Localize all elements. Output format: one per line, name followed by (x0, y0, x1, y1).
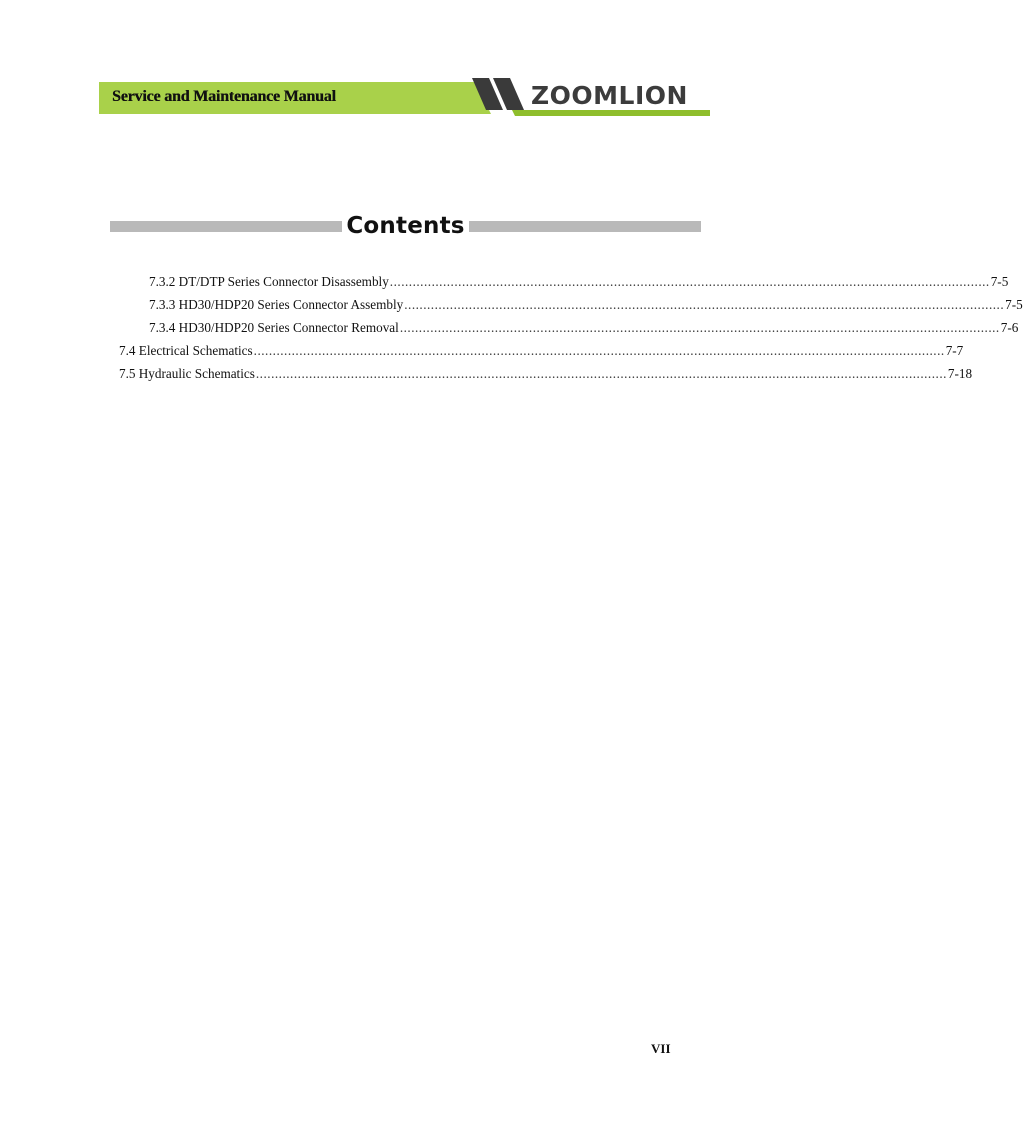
toc-entry-label: 7.3.4 HD30/HDP20 Series Connector Removal (149, 320, 399, 335)
toc-entry-label: 7.3.3 HD30/HDP20 Series Connector Assembly (149, 297, 404, 312)
heading-bar-right (469, 221, 701, 232)
toc-entry-page: 7-7 (945, 343, 964, 358)
toc-entry-page: 7-6 (1000, 320, 1019, 335)
toc-entry-page: 7-18 (947, 366, 973, 381)
toc-entry[interactable] (149, 297, 1023, 313)
toc-leader-dots: ...................................................................................................................................................................................... (253, 343, 945, 358)
heading-bar-left (110, 221, 342, 232)
contents-title: Contents (346, 213, 465, 239)
manual-title: Service and Maintenance Manual (112, 88, 336, 105)
toc-entry-label: 7.3.2 DT/DTP Series Connector Disassembly (149, 274, 389, 289)
toc-entry-label: 7.4 Electrical Schematics (119, 343, 253, 358)
toc-leader-dots: .............................................................................................................................................................. (399, 320, 1000, 335)
zoomlion-logo: ZOOMLION (531, 81, 688, 110)
toc-leader-dots: ...................................................................................................................................................................................... (255, 366, 947, 381)
toc-entry[interactable] (149, 320, 1019, 336)
toc-entry-page: 7-5 (1005, 297, 1023, 312)
page-header (99, 78, 710, 118)
contents-heading (110, 214, 701, 244)
toc-leader-dots: .............................................................................................................................................................. (389, 274, 990, 289)
toc-entry-label: 7.5 Hydraulic Schematics (119, 366, 255, 381)
toc-leader-dots: .............................................................................................................................................................. (404, 297, 1005, 312)
toc-entry[interactable] (149, 274, 1009, 290)
toc-entry[interactable] (119, 343, 964, 359)
toc-entry[interactable] (119, 366, 973, 382)
page-number: VII (651, 1041, 671, 1056)
toc-entry-page: 7-5 (990, 274, 1009, 289)
